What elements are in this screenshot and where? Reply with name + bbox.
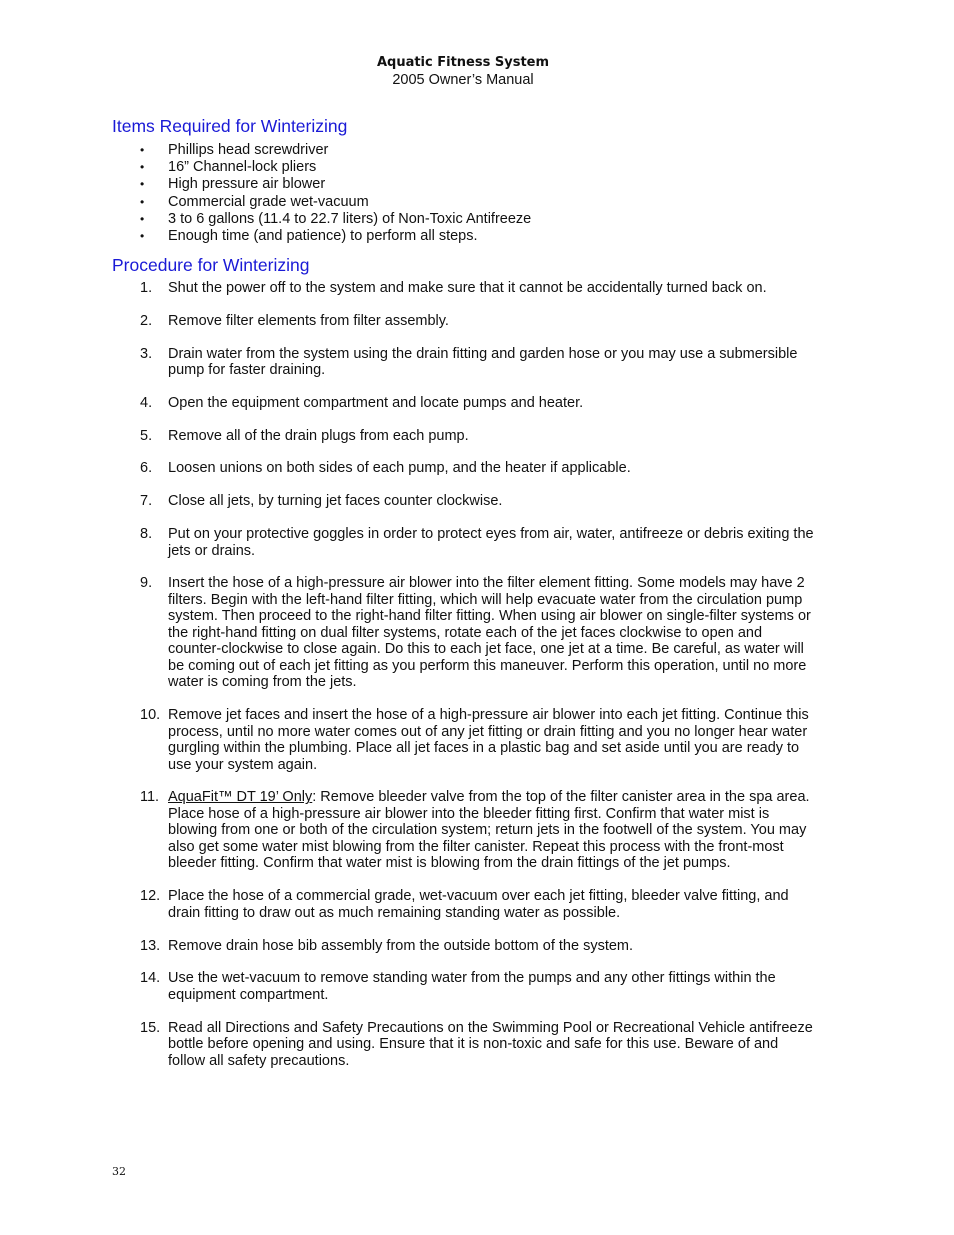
step-item xyxy=(140,346,816,379)
step-item xyxy=(140,280,816,297)
step-item xyxy=(140,395,816,412)
items-list xyxy=(140,142,531,245)
step-item xyxy=(140,888,816,921)
step-item xyxy=(140,493,816,510)
step-text: Put on your protective goggles in order to protect eyes from air, water, antifreeze or debris exiting the jets or drains. xyxy=(168,526,814,559)
procedure-steps xyxy=(140,280,816,1085)
step-number: 15. xyxy=(140,1019,161,1036)
step-number: 7. xyxy=(140,493,153,510)
step-item xyxy=(140,970,816,1003)
step-text: Insert the hose of a high-pressure air blower into the filter element fitting. Some models may have 2 filters. Begin with the left-hand filter fitting, which will help evacuate water from the circulation pump system. Then proceed to the right-hand filter fitting. When using air blower on single-filter systems or the right-hand fitting on dual filter systems, rotate each of the jet faces clockwise to open and counter-clockwise to close again. Do this to each jet face, one jet at a time. Be careful, as water will be coming out of each jet fitting as you perform this maneuver. Perform this operation, until no more water is coming from the jets. xyxy=(168,575,811,691)
step-number: 5. xyxy=(140,427,153,444)
step-text: Remove filter elements from filter assembly. xyxy=(168,312,449,329)
step-text: Remove jet faces and insert the hose of a high-pressure air blower into each jet fitting. Continue this process, until no more water comes out of any jet fitting or drain fitting and you no longer hear water gurgling within the plumbing. Place all jet faces in a plastic bag and set aside until you are ready to use your system again. xyxy=(168,707,809,773)
list-item: • High pressure air blower xyxy=(140,176,531,193)
step-number: 6. xyxy=(140,460,153,477)
step-item xyxy=(140,575,816,691)
step-number: 3. xyxy=(140,345,153,362)
step-text: Drain water from the system using the drain fitting and garden hose or you may use a submersible pump for faster draining. xyxy=(168,345,798,379)
step-text: Open the equipment compartment and locate pumps and heater. xyxy=(168,394,584,411)
step-text: Use the wet-vacuum to remove standing water from the pumps and any other fittings within the equipment compartment. xyxy=(168,970,776,1003)
document-title: Aquatic Fitness System xyxy=(376,55,550,70)
list-item: • 16” Channel-lock pliers xyxy=(140,159,531,176)
step-number: 14. xyxy=(140,970,161,987)
step-text: Read all Directions and Safety Precautions on the Swimming Pool or Recreational Vehicle antifreeze bottle before opening and using. Ensure that it is non-toxic and safe for this use. Beware of and follow all safety precautions. xyxy=(168,1019,813,1069)
step-text: : Remove bleeder valve from the top of the filter canister area in the spa area. Place hose of a high-pressure air blower into the bleeder fitting first. Confirm that water mist is blowing from one or both of the circulation system; return jets in the footwell of the system. You may also get some water mist blowing from the filter canister. Repeat this process with the front-most bleeder fitting. Confirm that water mist is blowing from the drain fittings of the jet pumps. xyxy=(168,789,810,872)
document-subtitle: 2005 Owner’s Manual xyxy=(392,72,534,88)
step-item xyxy=(140,313,816,330)
step-text: Loosen unions on both sides of each pump, and the heater if applicable. xyxy=(168,460,631,477)
list-item: • 3 to 6 gallons (11.4 to 22.7 liters) of Non-Toxic Antifreeze xyxy=(140,211,531,228)
step-number: 12. xyxy=(140,888,161,905)
items-heading: Items Required for Winterizing xyxy=(112,116,348,136)
step-item xyxy=(140,428,816,445)
step-text: Place the hose of a commercial grade, wet-vacuum over each jet fitting, bleeder valve fitting, and drain fitting to draw out as much remaining standing water as possible. xyxy=(168,888,789,921)
step-number: 8. xyxy=(140,526,153,543)
model-note-underlined: AquaFit™ DT 19’ Only xyxy=(168,789,313,806)
step-text: Remove all of the drain plugs from each pump. xyxy=(168,427,469,444)
step-number: 2. xyxy=(140,312,153,329)
list-item: • Commercial grade wet-vacuum xyxy=(140,194,531,211)
step-item xyxy=(140,938,816,955)
page-number: 32 xyxy=(112,1165,126,1178)
list-item: • Enough time (and patience) to perform all steps. xyxy=(140,228,531,245)
step-number: 4. xyxy=(140,394,153,411)
step-number: 1. xyxy=(140,280,153,296)
step-item xyxy=(140,1020,816,1070)
step-item xyxy=(140,526,816,559)
step-number: 13. xyxy=(140,937,161,954)
procedure-heading: Procedure for Winterizing xyxy=(112,255,310,275)
step-text: Remove drain hose bib assembly from the outside bottom of the system. xyxy=(168,937,634,954)
step-item xyxy=(140,789,816,872)
step-text: Close all jets, by turning jet faces counter clockwise. xyxy=(168,493,503,510)
step-item xyxy=(140,707,816,773)
step-item xyxy=(140,460,816,477)
step-text: Shut the power off to the system and make sure that it cannot be accidentally turned back on. xyxy=(168,280,767,296)
list-item: • Phillips head screwdriver xyxy=(140,142,531,159)
step-number: 9. xyxy=(140,575,153,592)
step-number: 10. xyxy=(140,707,161,724)
step-number: 11. xyxy=(140,789,160,806)
